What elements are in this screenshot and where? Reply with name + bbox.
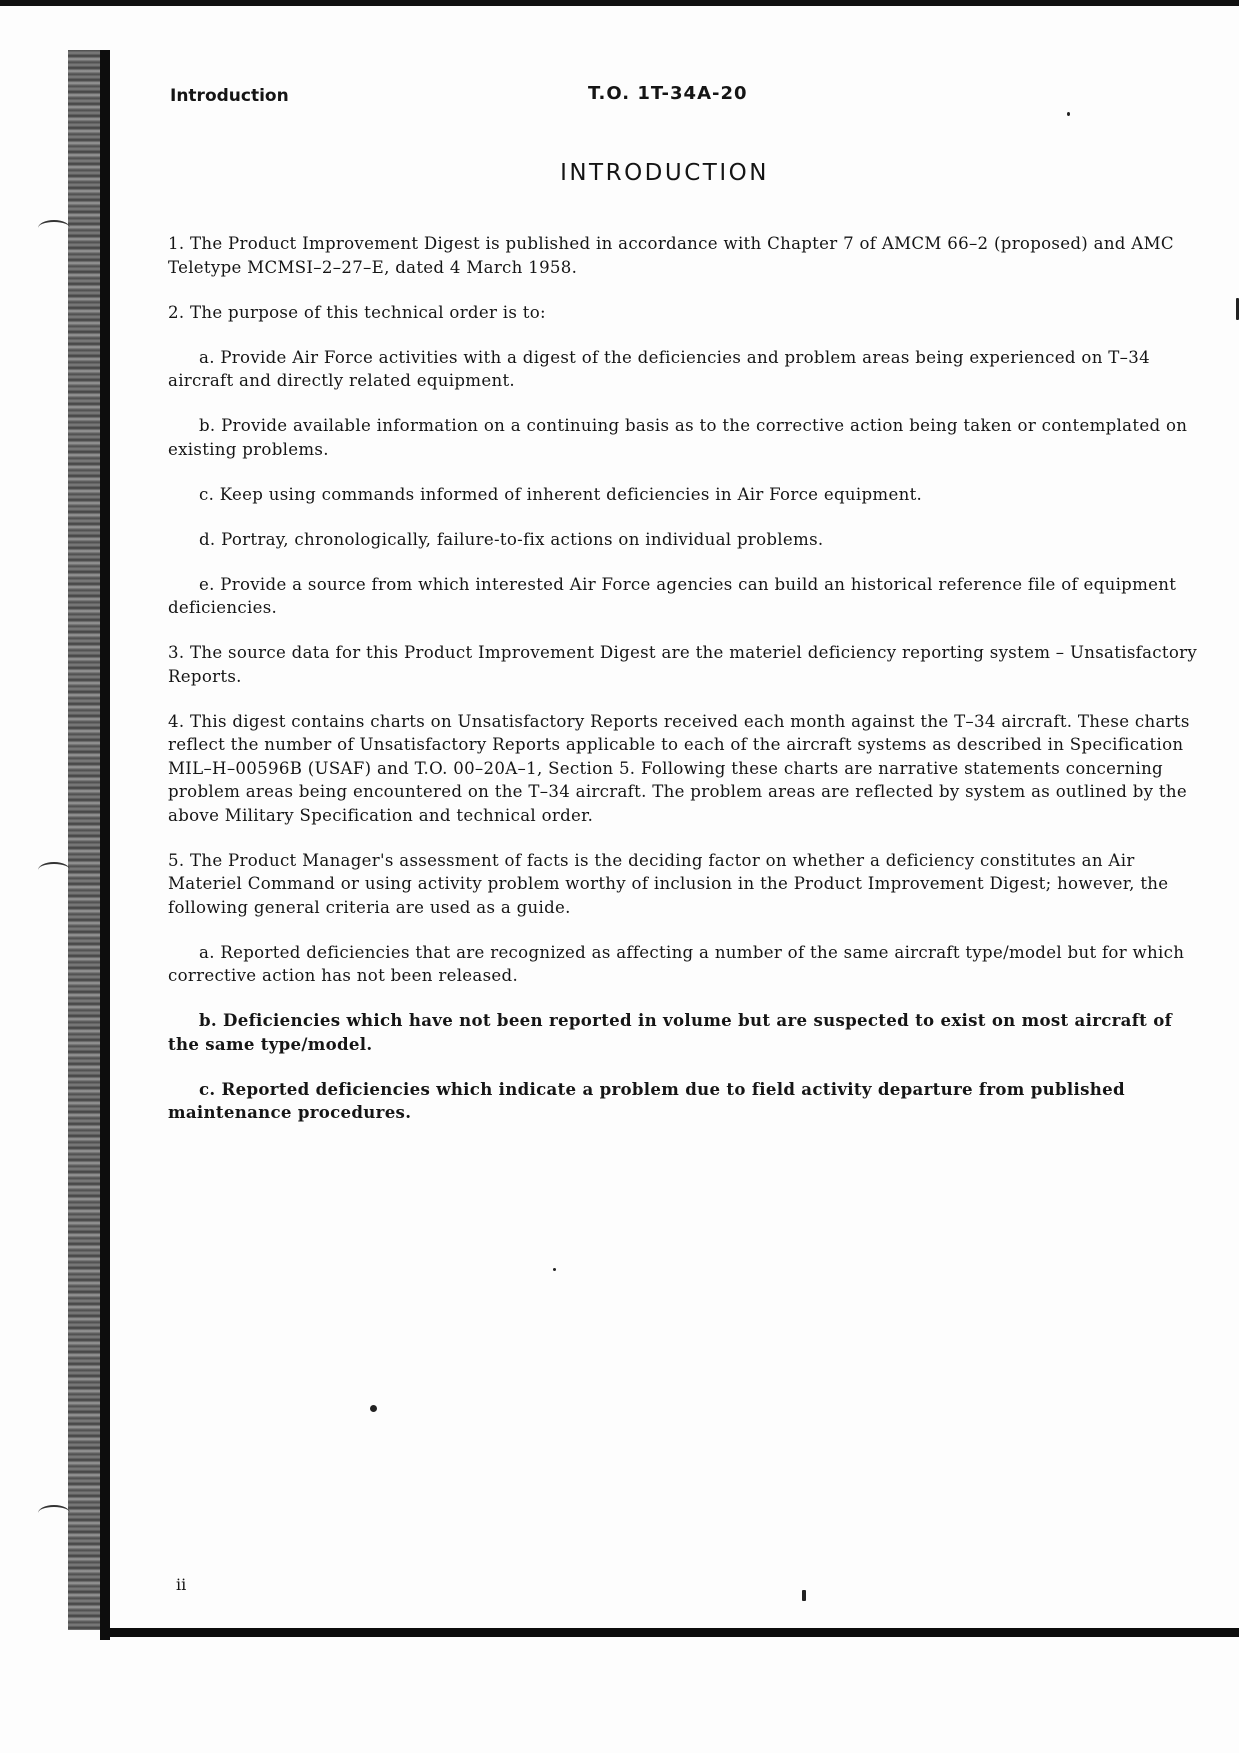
binding-hook-mark xyxy=(38,1505,70,1521)
paragraph-3: 3. The source data for this Product Improvement Digest are the materiel deficiency reporting system – Unsatisfactory Reports. xyxy=(168,643,1198,686)
paragraph-2c: c. Keep using commands informed of inherent deficiencies in Air Force equipment. xyxy=(199,484,923,504)
scan-speck xyxy=(370,1405,377,1412)
page-title: INTRODUCTION xyxy=(560,160,769,186)
scan-bottom-border xyxy=(102,1628,1239,1637)
binding-hook-mark xyxy=(38,220,70,236)
paragraph-2d: d. Portray, chronologically, failure-to-fix actions on individual problems. xyxy=(199,529,824,549)
tech-order-number: T.O. 1T-34A-20 xyxy=(588,83,748,104)
body-text xyxy=(168,232,1208,1146)
paragraph-5: 5. The Product Manager's assessment of facts is the deciding factor on whether a deficiency constitutes an Air Materiel Command or using activity problem worthy of inclusion in the Product Improvement Digest; however, the following general criteria are used as a guide. xyxy=(168,850,1169,917)
paragraph-1: 1. The Product Improvement Digest is published in accordance with Chapter 7 of AMCM 66–2 (proposed) and AMC Teletype MCMSI–2–27–E, dated 4 March 1958. xyxy=(168,234,1174,277)
scan-speck xyxy=(1067,112,1070,116)
scan-top-border xyxy=(0,0,1239,6)
running-header xyxy=(170,83,1150,116)
section-label: Introduction xyxy=(170,86,289,106)
paragraph-4: 4. This digest contains charts on Unsatisfactory Reports received each month against the T–34 aircraft. These charts reflect the number of Unsatisfactory Reports applicable to each of the aircraft systems as described in Specification MIL–H–00596B (USAF) and T.O. 00–20A–1, Section 5. Following these charts are narrative statements concerning problem areas being encountered on the T–34 aircraft. The problem areas are reflected by system as outlined by the above Military Specification and technical order. xyxy=(168,711,1190,825)
paragraph-5c: c. Reported deficiencies which indicate a problem due to field activity departure from published maintenance procedures. xyxy=(168,1078,1125,1122)
scan-speck xyxy=(553,1268,556,1271)
paragraph-5a: a. Reported deficiencies that are recognized as affecting a number of the same aircraft type/model but for which corrective action has not been released. xyxy=(168,942,1185,985)
paragraph-2a: a. Provide Air Force activities with a digest of the deficiencies and problem areas being experienced on T–34 aircraft and directly related equipment. xyxy=(168,347,1150,390)
page-number: ii xyxy=(176,1575,187,1594)
scan-binding-shadow xyxy=(100,50,110,1640)
paragraph-2: 2. The purpose of this technical order is to: xyxy=(168,302,546,322)
binding-hook-mark xyxy=(38,862,70,878)
scan-speck xyxy=(802,1590,806,1601)
paragraph-2e: e. Provide a source from which interested Air Force agencies can build an historical reference file of equipment deficiencies. xyxy=(168,574,1177,617)
paragraph-5b: b. Deficiencies which have not been reported in volume but are suspected to exist on most aircraft of the same type/model. xyxy=(168,1010,1173,1054)
paragraph-2b: b. Provide available information on a continuing basis as to the corrective action being taken or contemplated on existing problems. xyxy=(168,416,1188,459)
